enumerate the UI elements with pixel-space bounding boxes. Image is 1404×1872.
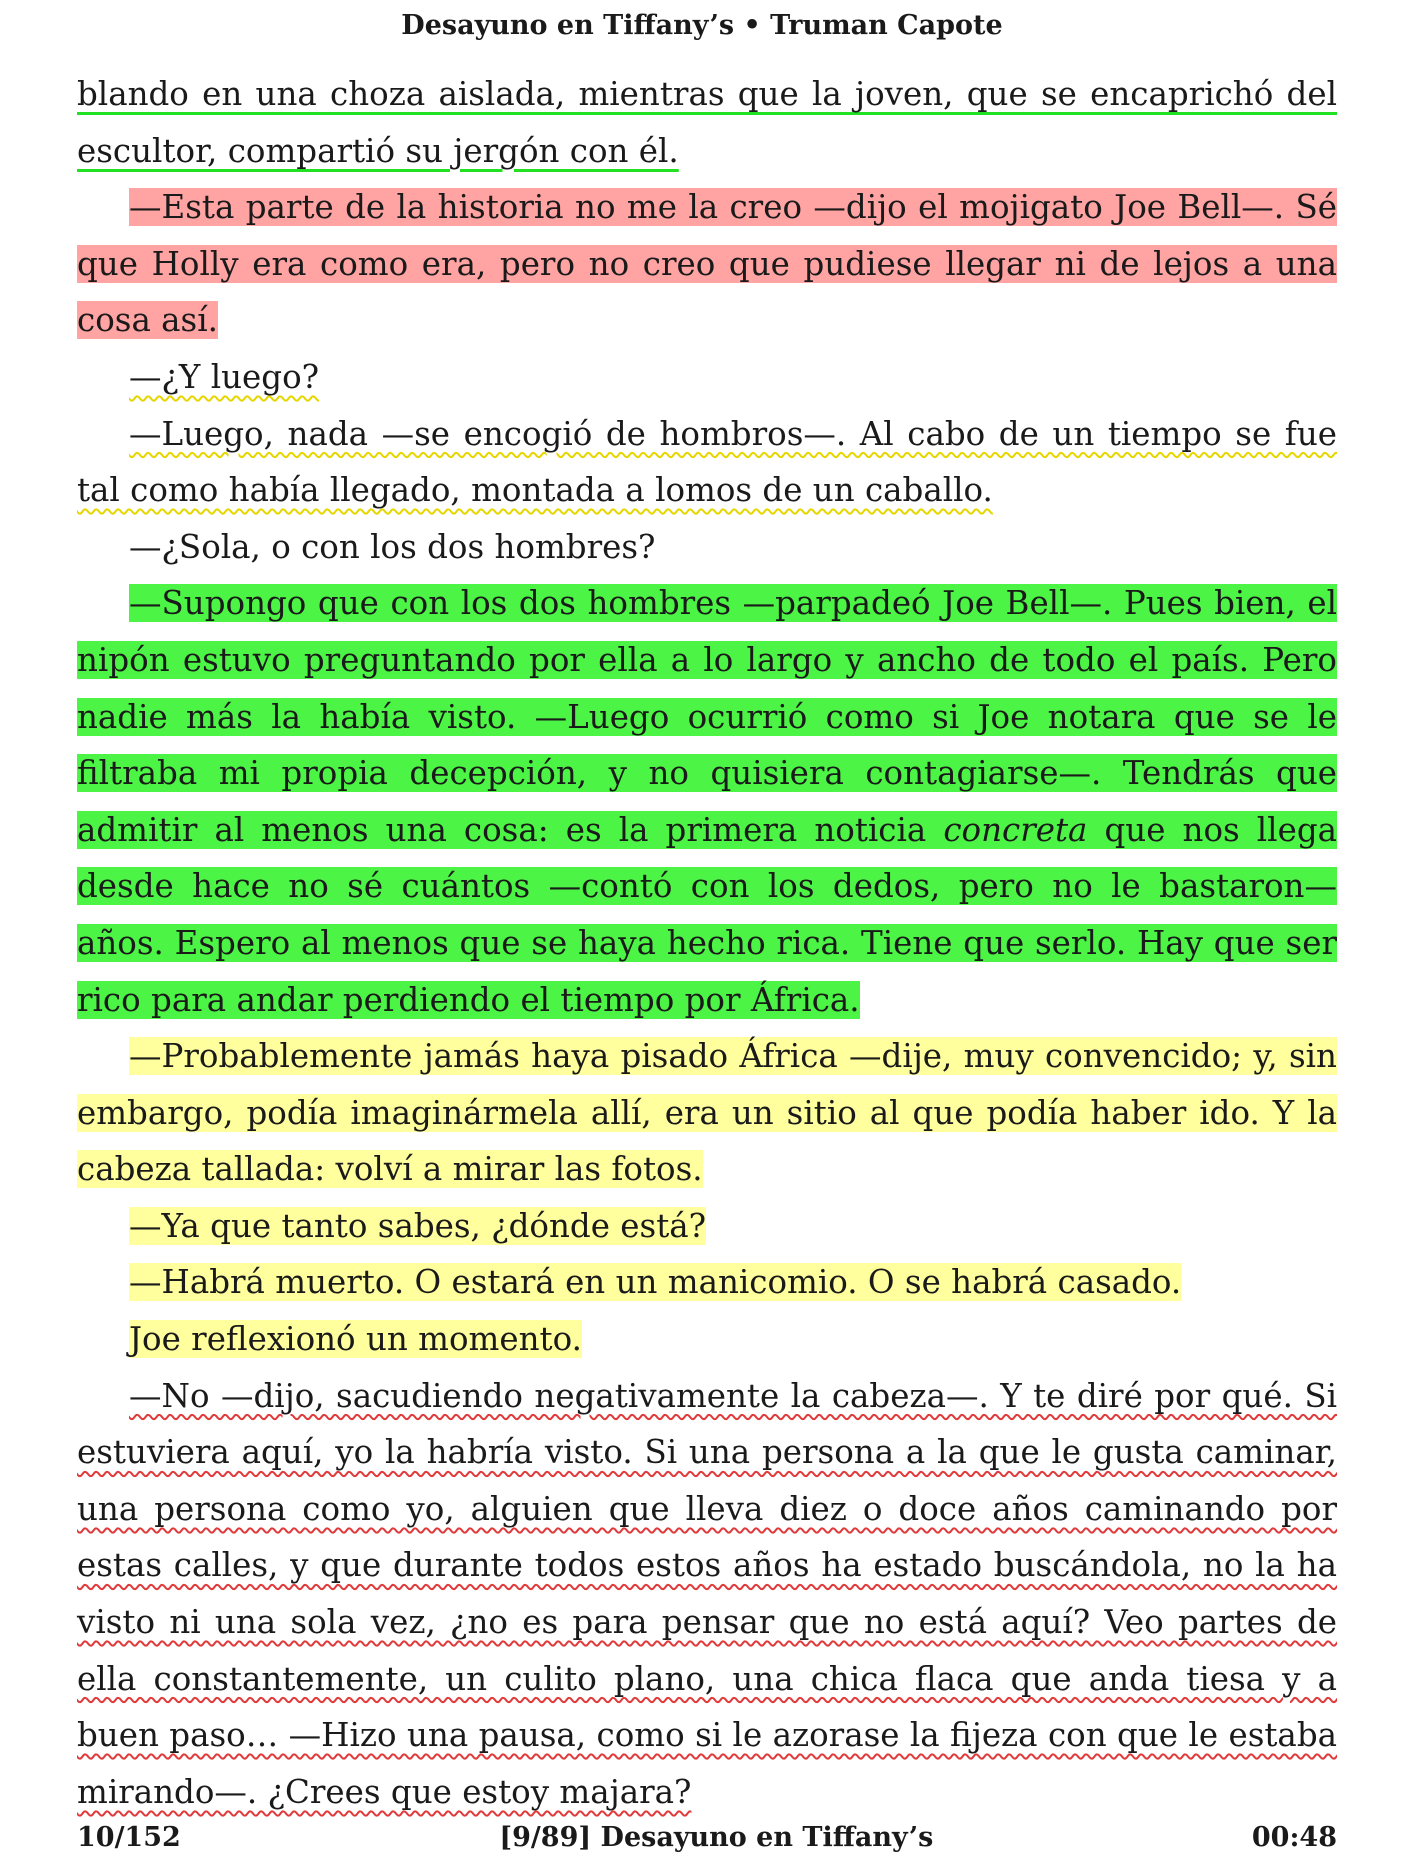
paragraph	[77, 1368, 1337, 1821]
status-footer	[77, 1822, 1337, 1853]
book-header: Desayuno en Tiffany’s • Truman Capote	[401, 10, 1003, 41]
red-wavy-underline-annotation[interactable]: —No —dijo, sacudiendo negativamente la cabeza—. Y te diré por qué. Si estuviera aquí, yo la habría visto. Si una persona a la que le gusta caminar, una persona como yo, alguien que lleva diez o doce años caminando por estas calles, y que durante todos estos años ha estado buscándola, no la ha visto ni una sola vez, ¿no es para pensar que no está aquí? Veo partes de ella constantemente, un culito plano, una chica flaca que anda tiesa y a buen paso… —Hizo una pausa, como si le azorase la fijeza con que le estaba mirando—. ¿Crees que estoy majara?	[77, 1376, 1337, 1811]
yellow-highlight-annotation[interactable]: —Ya que tanto sabes, ¿dónde está?	[129, 1206, 707, 1245]
paragraph	[77, 575, 1337, 1028]
emphasis-text: concreta	[943, 810, 1088, 849]
yellow-wavy-underline-annotation[interactable]: —¿Y luego?	[129, 357, 320, 396]
yellow-wavy-underline-annotation[interactable]: —Luego, nada —se encogió de hombros—. Al cabo de un tiempo se fue tal como había llegado, montada a lomos de un caballo.	[77, 414, 1337, 510]
yellow-highlight-annotation[interactable]: —Probablemente jamás haya pisado África —dije, muy convencido; y, sin embargo, podía imaginármela allí, era un sitio al que podía haber ido. Y la cabeza tallada: volví a mirar las fotos.	[77, 1037, 1337, 1189]
green-underline-annotation[interactable]: blando en una choza aislada, mientras que la joven, que se encaprichó del escultor, compartió su jergón con él.	[77, 75, 1337, 170]
paragraph	[77, 406, 1337, 519]
paragraph	[77, 1254, 1337, 1311]
paragraph	[77, 349, 1337, 406]
chapter-indicator: [9/89] Desayuno en Tiffany’s	[499, 1822, 934, 1853]
green-highlight-annotation[interactable]	[77, 584, 1337, 1018]
paragraph	[77, 1028, 1337, 1198]
red-highlight-annotation[interactable]: —Esta parte de la historia no me la creo —dijo el mojigato Joe Bell—. Sé que Holly era como era, pero no creo que pudiese llegar ni de lejos a una cosa así.	[77, 188, 1337, 340]
yellow-highlight-annotation[interactable]: Joe reflexionó un momento.	[129, 1320, 582, 1359]
paragraph	[77, 179, 1337, 349]
highlight-text: que nos llega desde hace no sé cuántos —contó con los dedos, pero no le bastaron— años. Espero al menos que se haya hecho rica. Tiene que serlo. Hay que ser rico para andar perdiendo el tiempo por África.	[77, 810, 1337, 1019]
paragraph	[77, 1198, 1337, 1255]
paragraph: —¿Sola, o con los dos hombres?	[129, 527, 656, 566]
page-counter: 10/152	[77, 1822, 181, 1853]
yellow-highlight-annotation[interactable]: —Habrá muerto. O estará en un manicomio. O se habrá casado.	[129, 1263, 1182, 1302]
paragraph	[77, 1311, 1337, 1368]
clock: 00:48	[1251, 1822, 1337, 1853]
highlight-text: —Supongo que con los dos hombres —parpadeó Joe Bell—. Pues bien, el nipón estuvo preguntando por ella a lo largo y ancho de todo el país. Pero nadie más la había visto. —Luego ocurrió como si Joe notara que se le filtraba mi propia decepción, y no quisiera contagiarse—. Tendrás que admitir al menos una cosa: es la primera noticia	[77, 584, 1337, 849]
paragraph	[77, 66, 1337, 179]
reading-page[interactable]	[77, 66, 1337, 1820]
